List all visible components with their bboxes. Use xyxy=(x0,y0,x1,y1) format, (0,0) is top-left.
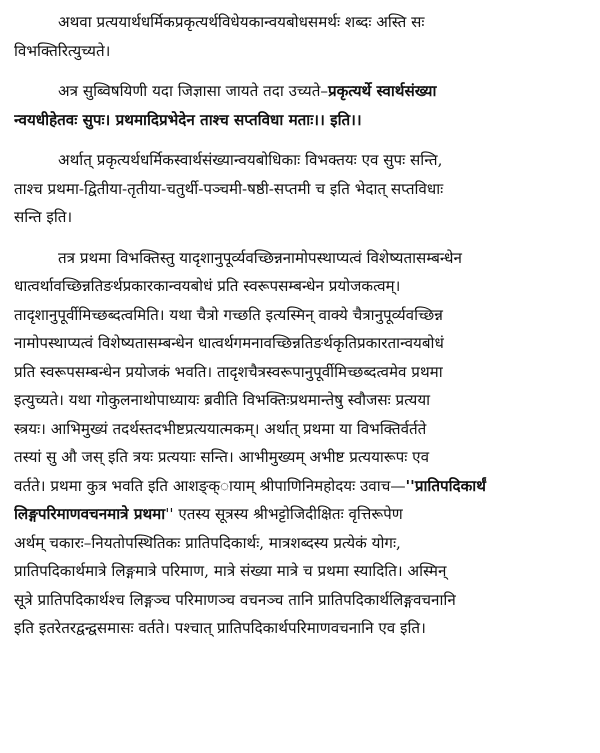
text-run: '' एतस्य सूत्रस्य श्रीभट्टोजिदीक्षितः वृत्तिरूपेण xyxy=(165,505,403,523)
text-line: सन्ति इति। xyxy=(14,208,73,226)
text-line: विभक्तिरित्युच्यते। xyxy=(14,41,111,60)
text-line xyxy=(14,472,590,501)
paragraph-gap xyxy=(14,232,590,244)
text-line: तत्र प्रथमा विभक्तिस्तु यादृशानुपूर्व्यवच्छिन्ननामोपस्थाप्यत्वं विशेष्यतासम्बन्धेन xyxy=(58,248,462,267)
text-line: प्रातिपदिकार्थमात्रे लिङ्गमात्रे परिमाण, मात्रे संख्या मात्रे च प्रथमा स्यादिति। अस्मिन् xyxy=(14,562,447,580)
paragraph-4 xyxy=(14,244,590,643)
text-line: इति इतरेतरद्वन्द्वसमासः वर्तते। पश्चात् प्रातिपदिकार्थपरिमाणवचनानि एव इति। xyxy=(14,619,426,637)
text-line: स्त्रयः। आभिमुख्यं तदर्थस्तदभीष्टप्रत्ययात्मकम्। अर्थात् प्रथमा या विभक्तिर्वर्तते xyxy=(14,419,427,438)
verse-quote-line: न्वयधीहेतवः सुपः। प्रथमादिप्रभेदेन ताश्च सप्तविधा मताः।। इति।। xyxy=(14,110,362,129)
paragraph-3 xyxy=(14,146,590,232)
paragraph-1 xyxy=(14,8,590,65)
paragraph-2 xyxy=(14,77,590,134)
text-line: इत्युच्यते। यथा गोकुलनाथोपाध्यायः ब्रवीति विभक्तिःप्रथमान्तेषु स्वौजसः प्रत्यया xyxy=(14,391,431,409)
paragraph-gap xyxy=(14,134,590,146)
text-line: अथवा प्रत्ययार्थधर्मिकप्रकृत्यर्थविधेयकान्वयबोधसमर्थः शब्दः अस्ति सः xyxy=(58,13,425,31)
text-line: धात्वर्थावच्छिन्नतिङर्थप्रकारकान्वयबोधं प्रति स्वरूपसम्बन्धेन प्रयोजकत्वम्। xyxy=(14,277,401,295)
sutra-quote: ''प्रातिपदिकार्थं xyxy=(405,476,486,495)
sutra-quote: लिङ्गपरिमाणवचनमात्रे प्रथमा xyxy=(14,505,166,523)
text-line: अर्थम् चकारः–नियतोपस्थितिकः प्रातिपदिकार्थः, मात्रशब्दस्य प्रत्येकं योगः, xyxy=(14,533,401,552)
text-line: तस्यां सु औ जस् इति त्रयः प्रत्ययाः सन्ति। आभीमुख्यम् अभीष्ट प्रत्ययारूपः एव xyxy=(14,448,430,466)
text-line xyxy=(14,77,590,106)
paragraph-gap xyxy=(14,65,590,77)
text-line: तादृशानुपूर्वीमिच्छब्दत्वमिति। यथा चैत्रो गच्छति इत्यस्मिन् वाक्ये चैत्रानुपूर्व्यवच्छिन्न xyxy=(14,305,443,324)
verse-quote: प्रकृत्यर्थे स्वार्थसंख्या xyxy=(327,82,437,100)
text-line: अर्थात् प्रकृत्यर्थधर्मिकस्वार्थसंख्यान्वयबोधिकाः विभक्तयः एव सुपः सन्ति, xyxy=(58,151,443,169)
text-run: वर्तते। प्रथमा कुत्र भवति इति आशङ्क्ायाम् श्रीपाणिनिमहोदयः उवाच— xyxy=(14,476,406,495)
text-line: ताश्च प्रथमा-द्वितीया-तृतीया-चतुर्थी-पञ्चमी-षष्ठी-सप्तमी च इति भेदात् सप्तविधाः xyxy=(14,179,444,198)
text-line: प्रति स्वरूपसम्बन्धेन प्रयोजकं भवति। तादृशचैत्रस्वरूपानुपूर्वीमिच्छब्दत्वमेव प्रथमा xyxy=(14,362,443,381)
text-line xyxy=(14,500,590,529)
text-line: सूत्रे प्रातिपदिकार्थश्च लिङ्गञ्च परिमाणञ्च वचनञ्च तानि प्रातिपदिकार्थलिङ्गवचनानि xyxy=(14,590,456,609)
text-run: अत्र सुब्विषयिणी यदा जिज्ञासा जायते तदा उच्यते– xyxy=(58,82,328,100)
text-line: नामोपस्थाप्यत्वं विशेष्यतासम्बन्धेन धात्वर्थगमनावच्छिन्नतिङर्थकृतिप्रकारतान्वयबोधं xyxy=(14,334,444,352)
